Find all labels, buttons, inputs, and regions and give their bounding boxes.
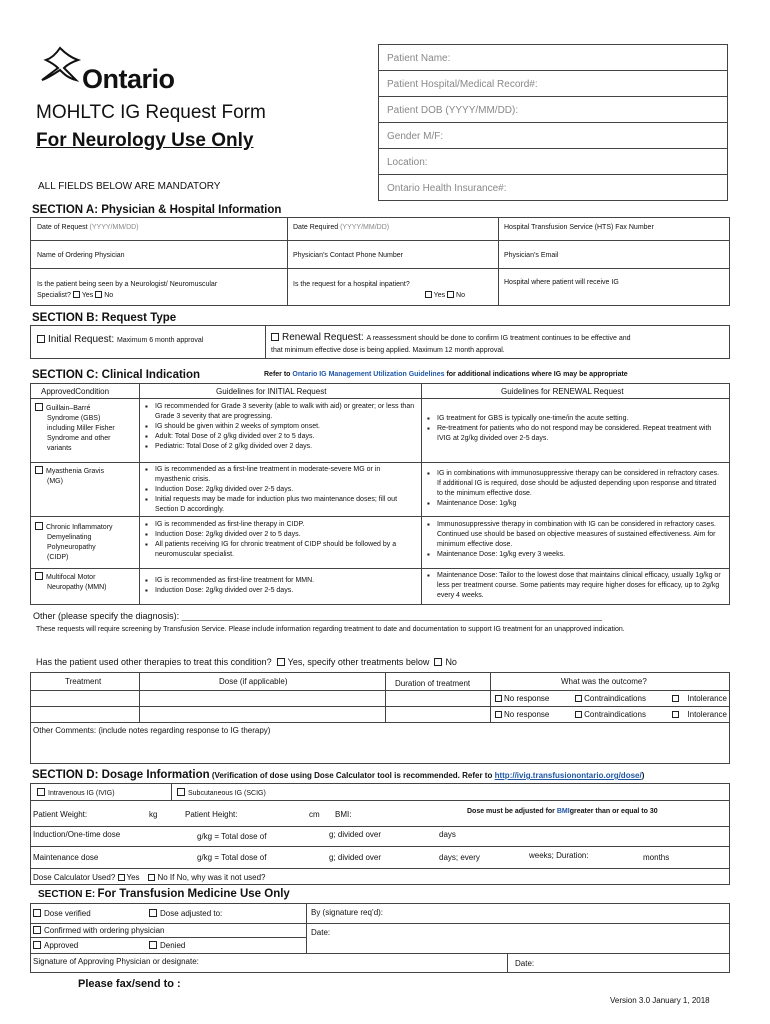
dose-adjusted-checkbox[interactable] [149, 909, 157, 917]
section-e-title: SECTION E: For Transfusion Medicine Use Only [38, 888, 290, 900]
signature-by-field[interactable]: By (signature req’d): [311, 908, 384, 917]
patient-height-field[interactable]: Patient Height: [185, 810, 238, 819]
denied-option[interactable]: Denied [149, 941, 185, 950]
patient-weight-field[interactable]: Patient Weight: [33, 810, 88, 819]
cidp-initial-guidelines: ▪ IG is recommended as first-line therapy in CIDP. ▪ Induction Dose: 2g/kg divided over 2 to 5 days. ▪ All patients receiving IG for chronic treatment of CIDP should be followed by a neuromuscular specialist. [145, 520, 415, 560]
maintenance-dose-label: Maintenance dose [33, 853, 99, 862]
patient-dob-field[interactable]: Patient DOB (YYYY/MM/DD): [379, 97, 727, 123]
section-b-table [30, 325, 730, 359]
no-response-checkbox-2[interactable] [495, 711, 502, 718]
therapies-table [30, 672, 730, 764]
guidelines-reference: Refer to Ontario IG Management Utilization Guidelines for additional indications where IG may be appropriate [264, 371, 628, 378]
weight-unit: kg [149, 810, 158, 819]
mg-checkbox[interactable] [35, 466, 43, 474]
section-e-table [30, 903, 730, 973]
section-a-table [30, 217, 730, 306]
mmn-condition[interactable]: Multifocal Motor Neuropathy (MMN) [35, 572, 107, 593]
confirmed-option[interactable]: Confirmed with ordering physician [33, 926, 165, 935]
renewal-request-option[interactable]: Renewal Request: A reassessment should be done to confirm IG treatment continues to be effective and that minimum effective dose is being applied. Maximum 12 month approval. [271, 332, 631, 354]
mmn-checkbox[interactable] [35, 572, 43, 580]
section-c-title: SECTION C: Clinical Indication [32, 369, 201, 381]
patient-record-field[interactable]: Patient Hospital/Medical Record#: [379, 71, 727, 97]
induction-dose-label: Induction/One-time dose [33, 830, 121, 839]
patient-gender-field[interactable]: Gender M/F: [379, 123, 727, 149]
physician-phone-field[interactable]: Physician’s Contact Phone Number [293, 252, 403, 259]
height-unit: cm [309, 810, 320, 819]
col-initial-header: Guidelines for INITIAL Request [216, 387, 327, 396]
fax-send-label: Please fax/send to : [78, 978, 181, 990]
cidp-condition[interactable]: Chronic Inflammatory Demyelinating Polyneuropathy (CIDP) [35, 522, 113, 563]
ontario-logo [36, 44, 186, 104]
ivig-option[interactable]: Intravenous IG (IVIG) [37, 788, 115, 797]
mmn-initial-guidelines: ▪ IG is recommended as first-line treatment for MMN. ▪ Induction Dose: 2g/kg divided over 2-5 days. [145, 576, 415, 596]
other-therapies-question: Has the patient used other therapies to treat this condition? Yes, specify other treatments below No [36, 657, 457, 667]
trillium-icon [36, 44, 86, 92]
guidelines-link[interactable]: Ontario IG Management Utilization Guidelines [292, 371, 445, 378]
confirmed-checkbox[interactable] [33, 926, 41, 934]
calc-no-checkbox[interactable] [148, 874, 155, 881]
initial-request-checkbox[interactable] [37, 335, 45, 343]
initial-request-option[interactable]: Initial Request: Maximum 6 month approval [37, 334, 203, 345]
form-subtitle: For Neurology Use Only [36, 130, 254, 151]
patient-location-field[interactable]: Location: [379, 149, 727, 175]
th-treatment: Treatment [65, 677, 102, 686]
mg-initial-guidelines: ▪ IG is recommended as a first-line treatment in moderate-severe MG or in myasthenic crisis. ▪ Induction Dose: 2g/kg divided over 2-5 days. ▪ Initial requests may be made for induction plus two maintenance doses; fill out Section D accordingly. [145, 465, 415, 515]
form-title: MOHLTC IG Request Form [36, 102, 266, 123]
gbs-renewal-guidelines: ▪ IG treatment for GBS is typically one-time/in the acute setting. ▪ Re-treatment for patients who do not respond may be considered. Repeat treatment with IVIG at 2g/kg divided over 2-5 days. [427, 414, 723, 444]
calc-yes-checkbox[interactable] [118, 874, 125, 881]
induction-days[interactable]: days [439, 830, 456, 839]
bmi-note: Dose must be adjusted for BMIgreater than or equal to 30 [467, 808, 658, 815]
section-d-title: SECTION D: Dosage Information (Verification of dose using Dose Calculator tool is recommended. Refer to http://ivig.transfusionontario.org/dose/) [32, 769, 645, 781]
other-diagnosis-note: These requests will require screening by Transfusion Service. Please include information regarding treatment to date and documentation to support IG treatment for an unapproved indication. [36, 626, 625, 633]
neurologist-question: Is the patient being seen by a Neurologist/ Neuromuscular Specialist? Yes No [37, 281, 218, 299]
brand-name: Ontario [82, 64, 175, 94]
approved-option[interactable]: Approved [33, 941, 78, 950]
date-of-request-field[interactable]: Date of Request (YYYY/MM/DD) [37, 224, 139, 231]
th-outcome: What was the outcome? [561, 677, 647, 686]
maintenance-weeks-duration[interactable]: weeks; Duration: [529, 851, 589, 860]
inpatient-no-checkbox[interactable] [447, 291, 454, 298]
other-comments-field[interactable]: Other Comments: (include notes regarding response to IG therapy) [33, 726, 271, 735]
gbs-checkbox[interactable] [35, 403, 43, 411]
cidp-checkbox[interactable] [35, 522, 43, 530]
maintenance-days-every[interactable]: days; every [439, 853, 480, 862]
calculator-used-question: Dose Calculator Used? Yes No If No, why was it not used? [33, 873, 266, 882]
approved-checkbox[interactable] [33, 941, 41, 949]
physician-name-field[interactable]: Name of Ordering Physician [37, 252, 125, 259]
induction-gkg[interactable]: g/kg = Total dose of [197, 832, 267, 841]
inpatient-yes-checkbox[interactable] [425, 291, 432, 298]
contraindications-checkbox-2[interactable] [575, 711, 582, 718]
date-field[interactable]: Date: [311, 928, 331, 937]
contraindications-checkbox[interactable] [575, 695, 582, 702]
scig-checkbox[interactable] [177, 788, 185, 796]
physician-email-field[interactable]: Physician’s Email [504, 252, 559, 259]
denied-checkbox[interactable] [149, 941, 157, 949]
patient-info-box [378, 44, 728, 201]
intolerance-checkbox-2[interactable] [672, 711, 679, 718]
maintenance-months[interactable]: months [643, 853, 670, 862]
scig-option[interactable]: Subcutaneous IG (SCIG) [177, 788, 266, 797]
hospital-field[interactable]: Hospital where patient will receive IG [504, 279, 619, 286]
maintenance-divided[interactable]: g; divided over [329, 853, 382, 862]
dose-calculator-link[interactable]: http://ivig.transfusionontario.org/dose/ [494, 771, 642, 780]
inpatient-question: Is the request for a hospital inpatient? Yes No [293, 281, 465, 299]
maintenance-gkg[interactable]: g/kg = Total dose of [197, 853, 267, 862]
mg-renewal-guidelines: ▪ IG in combinations with immunosuppressive therapy can be considered in refractory cases. If additional IG is required, dose should be adjusted depending upon response and titrated to the minimum effective dose. ▪ Maintenance Dose: 1g/kg [427, 469, 723, 509]
th-dose: Dose (if applicable) [219, 677, 288, 686]
mg-condition[interactable]: Myasthenia Gravis (MG) [35, 466, 104, 487]
gbs-condition[interactable]: Guillain–Barré Syndrome (GBS) including Miller Fisher Syndrome and other variants [35, 403, 115, 454]
induction-divided[interactable]: g; divided over [329, 830, 382, 839]
no-response-checkbox[interactable] [495, 695, 502, 702]
gbs-initial-guidelines: ▪ IG recommended for Grade 3 severity (able to walk with aid) or greater; or less than Grade 3 severity that are progressing. ▪ IG should be given within 2 weeks of symptom onset. ▪ Adult: Total Dose of 2 g/kg divided over 2 to 5 days. ▪ Pediatric: Total Dose of 2 g/kg divided over 2 days. [145, 402, 415, 452]
dose-verified-checkbox[interactable] [33, 909, 41, 917]
th-duration: Duration of treatment [395, 679, 471, 688]
dose-adjusted-option[interactable]: Dose adjusted to: [149, 909, 222, 918]
version-label: Version 3.0 January 1, 2018 [610, 996, 710, 1005]
section-b-title: SECTION B: Request Type [32, 312, 177, 324]
outcome-row-1: No response Contraindications Intolerance [495, 694, 727, 703]
date-required-field[interactable]: Date Required (YYYY/MM/DD) [293, 224, 390, 231]
col-renewal-header: Guidelines for RENEWAL Request [501, 387, 624, 396]
intolerance-checkbox[interactable] [672, 695, 679, 702]
ivig-checkbox[interactable] [37, 788, 45, 796]
neuro-yes-checkbox[interactable] [73, 291, 80, 298]
section-d-table [30, 783, 730, 885]
mmn-renewal-guidelines: ▪ Maintenance Dose: Tailor to the lowest dose that maintains clinical efficacy, usually 1g/kg or less per treatment course. Some patients may require higher doses for efficacy, up to 2g/kg every 4 weeks. [427, 571, 723, 601]
patient-ohip-field[interactable]: Ontario Health Insurance#: [387, 183, 507, 194]
approving-signature-field[interactable]: Signature of Approving Physician or designate: [33, 957, 199, 966]
other-therapies-yes-checkbox[interactable] [277, 658, 285, 666]
cidp-renewal-guidelines: ▪ Immunosuppressive therapy in combination with IG can be considered in refractory cases. Continued use should be based on objective measures of sustained effectiveness. Aim for minimum effective dose. ▪ Maintenance Dose: 1g/kg every 3 weeks. [427, 520, 723, 560]
patient-name-field[interactable]: Patient Name: [379, 45, 727, 71]
hts-fax-field[interactable]: Hospital Transfusion Service (HTS) Fax Number [504, 224, 654, 231]
other-therapies-no-checkbox[interactable] [434, 658, 442, 666]
dose-verified-option[interactable]: Dose verified [33, 909, 91, 918]
other-diagnosis-field[interactable]: Other (please specify the diagnosis): ____________________________________________________________________________________ [33, 611, 603, 621]
outcome-row-2: No response Contraindications Intolerance [495, 710, 727, 719]
neuro-no-checkbox[interactable] [95, 291, 102, 298]
mandatory-note: ALL FIELDS BELOW ARE MANDATORY [38, 181, 221, 192]
bmi-field[interactable]: BMI: [335, 810, 352, 819]
renewal-request-checkbox[interactable] [271, 333, 279, 341]
approval-date-field[interactable]: Date: [515, 959, 535, 968]
col-condition-header: ApprovedCondition [41, 387, 110, 396]
section-a-title: SECTION A: Physician & Hospital Information [32, 204, 282, 216]
section-c-table [30, 383, 730, 605]
